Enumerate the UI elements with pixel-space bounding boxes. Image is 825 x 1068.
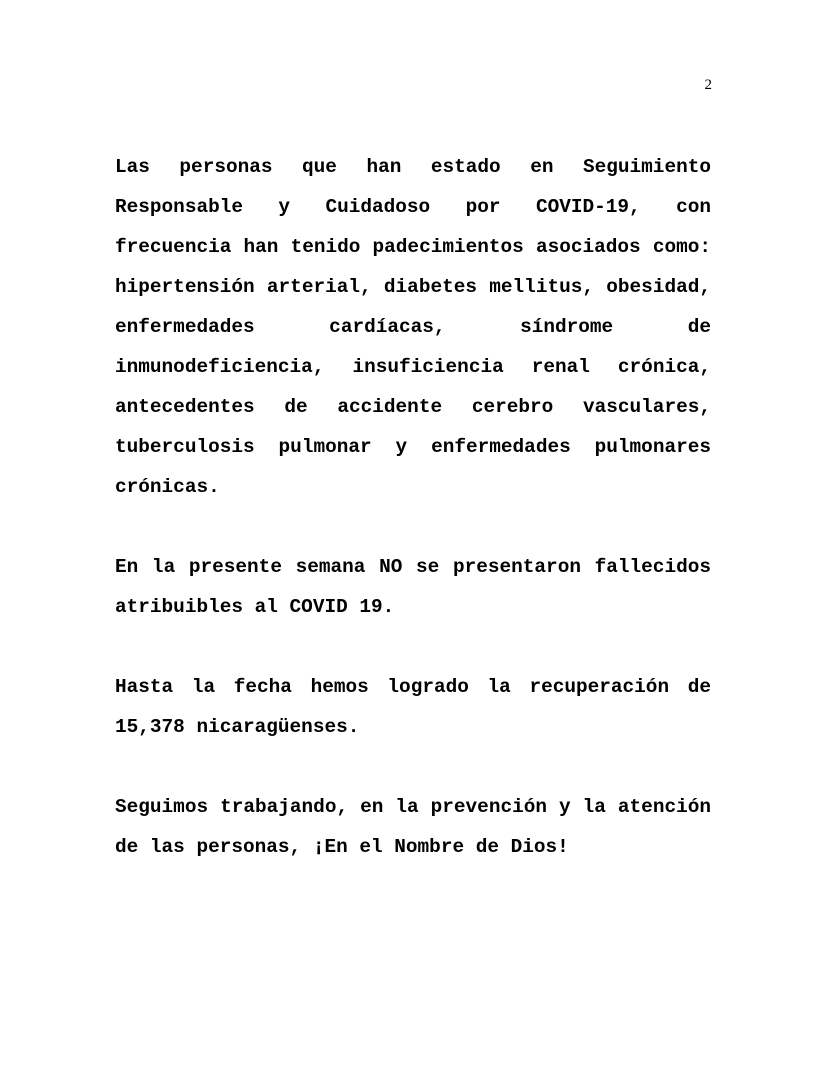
document-body [115, 147, 711, 907]
paragraph-recoveries: Hasta la fecha hemos logrado la recuperación de 15,378 nicaragüenses. [115, 676, 711, 738]
page-number: 2 [704, 77, 712, 93]
paragraph-deaths: En la presente semana NO se presentaron fallecidos atribuibles al COVID 19. [115, 556, 711, 618]
paragraph-comorbidities: Las personas que han estado en Seguimiento Responsable y Cuidadoso por COVID-19, con frecuencia han tenido padecimientos asociados como: hipertensión arterial, diabetes mellitus, obesidad, enfermedades cardíacas, síndrome de inmunodeficiencia, insuficiencia renal crónica, antecedentes de accidente cerebro vasculares, tuberculosis pulmonar y enfermedades pulmonares crónicas. [115, 156, 711, 498]
paragraph-closing: Seguimos trabajando, en la prevención y la atención de las personas, ¡En el Nombre de Dios! [115, 796, 711, 858]
